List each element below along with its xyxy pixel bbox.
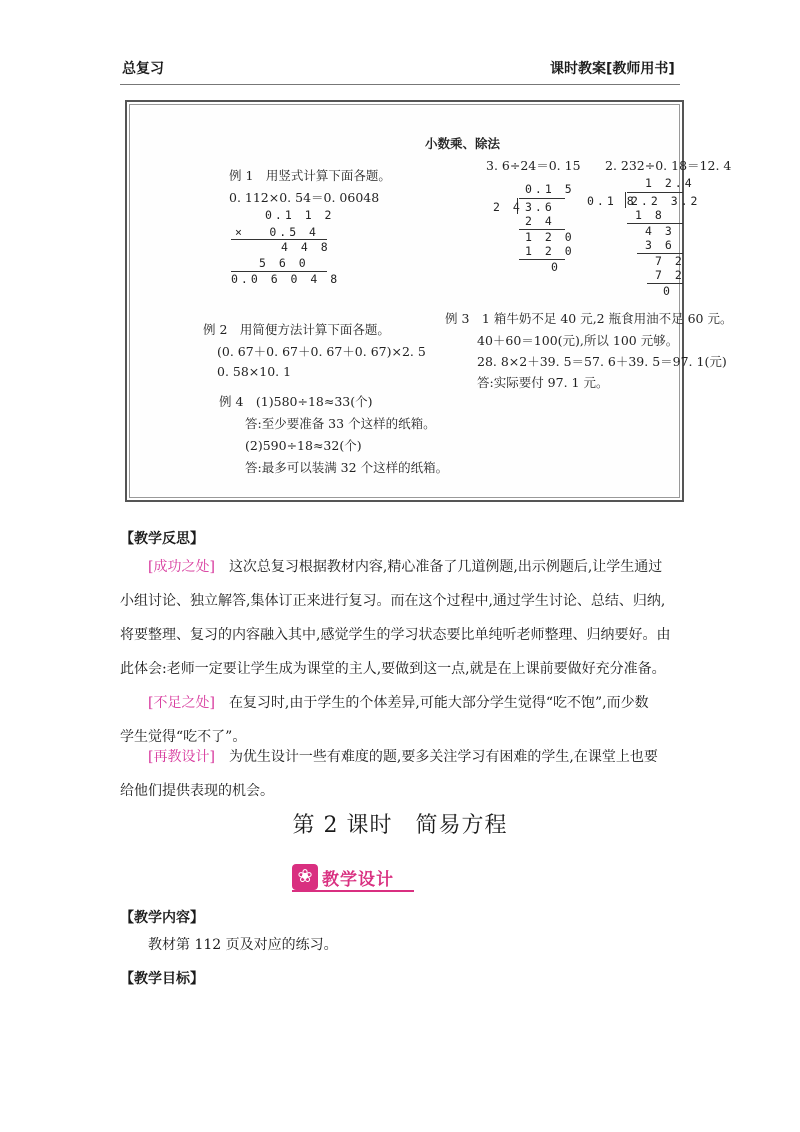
div1-row-3: 1 2 0 <box>525 244 575 258</box>
ex4-line-2: 答:至少要准备 33 个这样的纸箱。 <box>245 416 436 431</box>
ex2-title: 例 2 用简便方法计算下面各题。 <box>203 322 390 337</box>
div1-divisor: 2 4 <box>493 200 523 214</box>
div2-equation: 2. 232÷0. 18＝12. 4 <box>605 158 732 173</box>
shortfall-text-1: 在复习时,由于学生的个体差异,可能大部分学生觉得“吃不饱”,而少数 <box>228 695 649 711</box>
redesign-paragraph <box>120 740 680 808</box>
ex1-equation: 0. 112×0. 54＝0. 06048 <box>229 190 380 205</box>
redesign-line-2: 给他们提供表现的机会。 <box>120 783 274 799</box>
ex1-row-5: 0.0 6 0 4 8 <box>231 272 341 286</box>
redesign-tag: [再教设计] <box>148 749 215 765</box>
ex1-row-3: 4 4 8 <box>281 240 331 254</box>
div2-bar <box>627 192 683 193</box>
ex1-row-4: 5 6 0 <box>259 256 309 270</box>
flower-icon: ❀ <box>292 864 318 890</box>
ex2-line-1: (0. 67＋0. 67＋0. 67＋0. 67)×2. 5 <box>217 344 426 359</box>
div2-row-6: 0 <box>663 284 673 298</box>
review-board <box>125 100 733 502</box>
ex1-row-2: × 0.5 4 <box>235 225 319 239</box>
ex4-line-4: 答:最多可以装满 32 个这样的纸箱。 <box>245 460 449 475</box>
banner-text: 教学设计 <box>322 870 394 890</box>
div2-quotient: 1 2.4 <box>645 176 695 190</box>
success-text-1: 这次总复习根据教材内容,精心准备了几道例题,出示例题后,让学生通过 <box>228 559 663 575</box>
ex4-line-3: (2)590÷18≈32(个) <box>245 438 362 453</box>
div2-row-3: 3 6 <box>645 238 675 252</box>
success-line-3: 将要整理、复习的内容融入其中,感觉学生的学习状态要比单纯听老师整理、归纳要好。由 <box>120 627 671 643</box>
success-tag: [成功之处] <box>148 559 215 575</box>
div1-bar <box>519 198 565 199</box>
redesign-text-1: 为优生设计一些有难度的题,要多关注学习有困难的学生,在课堂上也要 <box>228 749 658 765</box>
div2-row-2: 4 3 <box>645 224 675 238</box>
ex1-title: 例 1 用竖式计算下面各题。 <box>229 168 391 183</box>
ex4-line-1: 例 4 (1)580÷18≈33(个) <box>219 394 373 409</box>
content-heading: 【教学内容】 <box>120 910 204 926</box>
div2-row-1: 1 8 <box>635 208 665 222</box>
shortfall-line-2: 学生觉得“吃不了”。 <box>120 729 247 745</box>
success-line-4: 此体会:老师一定要让学生成为课堂的主人,要做到这一点,就是在上课前要做好充分准备。 <box>120 661 666 677</box>
div1-row-4: 0 <box>551 260 561 274</box>
lesson-title: 第 2 课时 简易方程 <box>292 813 508 838</box>
header-left: 总复习 <box>122 61 164 77</box>
div2-divisor: 0.1 8 <box>587 194 637 208</box>
ex2-line-2: 0. 58×10. 1 <box>217 364 292 379</box>
div1-equation: 3. 6÷24＝0. 15 <box>486 158 581 173</box>
ex3-line-3: 答:实际要付 97. 1 元。 <box>477 375 609 390</box>
board-title: 小数乘、除法 <box>425 136 501 151</box>
success-line-2: 小组讨论、独立解答,集体订正来进行复习。而在这个过程中,通过学生讨论、总结、归纳, <box>120 593 666 609</box>
teaching-design-banner <box>292 864 412 890</box>
div1-row-1: 2 4 <box>525 214 555 228</box>
ex1-row-1: 0.1 1 2 <box>265 208 335 222</box>
ex3-line-2: 28. 8×2＋39. 5＝57. 6＋39. 5＝97. 1(元) <box>477 354 727 369</box>
reflection-heading: 【教学反思】 <box>120 531 204 547</box>
success-paragraph <box>120 550 680 686</box>
review-board-inner <box>131 106 733 496</box>
ex3-line-1: 40＋60＝100(元),所以 100 元够。 <box>477 333 679 348</box>
success-line-1 <box>120 550 680 584</box>
div2-row-5: 7 2 <box>655 268 685 282</box>
shortfall-tag: [不足之处] <box>148 695 215 711</box>
div1-dividend: 3.6 <box>525 200 555 214</box>
div2-dividend: 2.2 3.2 <box>631 194 701 208</box>
goal-heading: 【教学目标】 <box>120 971 204 987</box>
header-rule <box>120 84 680 85</box>
content-text: 教材第 112 页及对应的练习。 <box>148 937 338 953</box>
div2-row-4: 7 2 <box>655 254 685 268</box>
div1-quotient: 0.1 5 <box>525 182 575 196</box>
banner-underline <box>292 890 414 892</box>
div1-row-2: 1 2 0 <box>525 230 575 244</box>
redesign-line-1 <box>120 740 680 774</box>
shortfall-line-1 <box>120 686 680 720</box>
ex3-title: 例 3 1 箱牛奶不足 40 元,2 瓶食用油不足 60 元。 <box>445 311 733 326</box>
header-right: 课时教案[教师用书] <box>550 61 675 77</box>
